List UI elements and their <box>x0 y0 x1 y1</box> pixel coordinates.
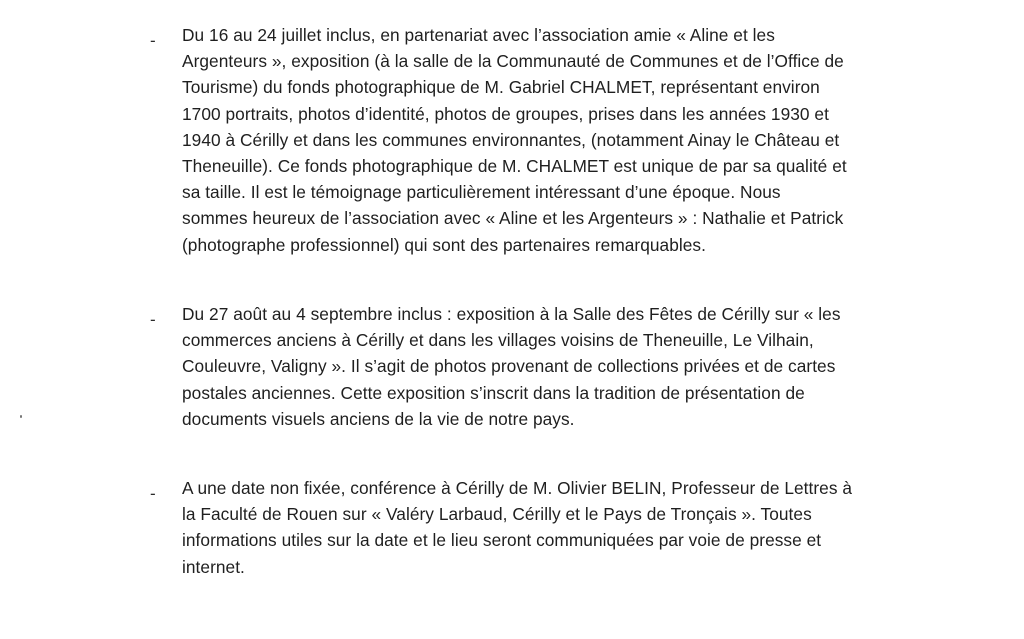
list-item-text <box>182 301 894 432</box>
text-line: informations utiles sur la date et le lieu seront communiquées par voie de presse et <box>182 530 822 551</box>
scan-speck <box>20 415 22 418</box>
text-line: Tourisme) du fonds photographique de M. Gabriel CHALMET, représentant environ <box>182 77 820 98</box>
text-line: A une date non fixée, conférence à Cérilly de M. Olivier BELIN, Professeur de Lettres à <box>182 478 853 498</box>
text-line: documents visuels anciens de la vie de notre pays. <box>182 408 575 429</box>
text-line: Couleuvre, Valigny ». Il s’agit de photos provenant de collections privées et de cartes <box>182 356 836 377</box>
text-line: internet. <box>182 556 245 577</box>
list-item-text <box>182 475 894 580</box>
text-line: sommes heureux de l’association avec « Aline et les Argenteurs » : Nathalie et Patrick <box>182 208 844 229</box>
text-line: la Faculté de Rouen sur « Valéry Larbaud, Cérilly et le Pays de Tronçais ». Toutes <box>182 504 812 525</box>
bullet-dash: - <box>150 31 156 50</box>
text-line: (photographe professionnel) qui sont des partenaires remarquables. <box>182 234 706 255</box>
text-line: Du 27 août au 4 septembre inclus : exposition à la Salle des Fêtes de Cérilly sur « les <box>182 304 841 324</box>
text-line: sa taille. Il est le témoignage particulièrement intéressant d’une époque. Nous <box>182 182 781 203</box>
bullet-dash: - <box>150 310 156 329</box>
bullet-dash: - <box>150 484 156 503</box>
text-line: Argenteurs », exposition (à la salle de la Communauté de Communes et de l’Office de <box>182 51 844 72</box>
text-line: 1940 à Cérilly et dans les communes environnantes, (notamment Ainay le Château et <box>182 129 840 150</box>
text-line: Theneuille). Ce fonds photographique de M. CHALMET est unique de par sa qualité et <box>182 156 847 177</box>
text-line: commerces anciens à Cérilly et dans les villages voisins de Theneuille, Le Vilhain, <box>182 330 814 351</box>
text-line: 1700 portraits, photos d’identité, photos de groupes, prises dans les années 1930 et <box>182 103 829 124</box>
text-line: Du 16 au 24 juillet inclus, en partenariat avec l’association amie « Aline et les <box>182 25 775 45</box>
text-line: postales anciennes. Cette exposition s’inscrit dans la tradition de présentation de <box>182 382 805 403</box>
list-item-text <box>182 22 894 258</box>
